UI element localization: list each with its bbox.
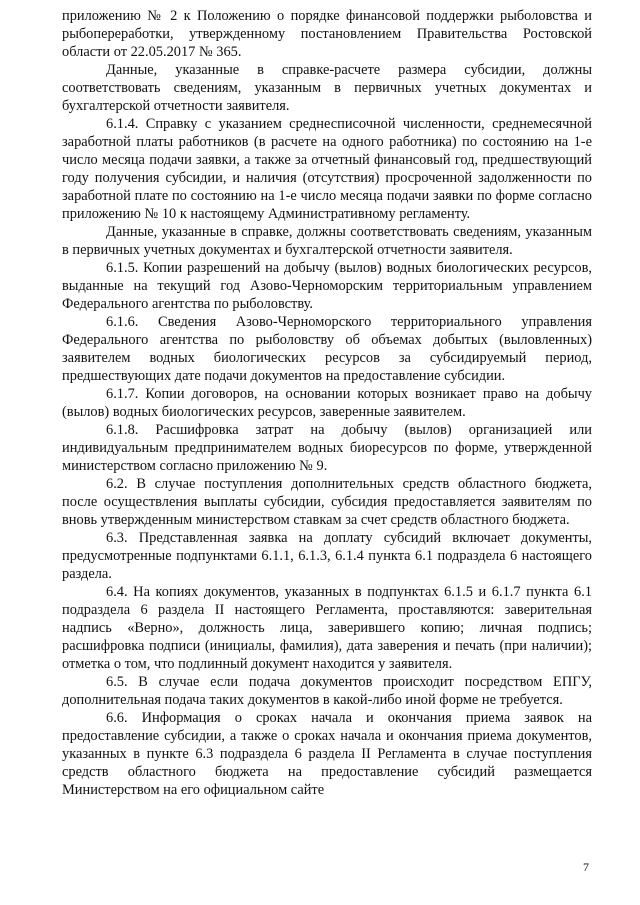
paragraph-6-6: 6.6. Информация о сроках начала и окончания приема заявок на предоставление субсидии, а также о сроках начала и окончания приема документов, указанных в пункте 6.3 подраздела 6 раздела II Регламента в случае поступления средств областного бюджета на предоставление субсидий размещается Министерством на его официальном сайте (62, 710, 592, 798)
paragraph-6-4: 6.4. На копиях документов, указанных в подпунктах 6.1.5 и 6.1.7 пункта 6.1 подраздела 6 раздела II настоящего Регламента, проставляются: заверительная надпись «Верно», должность лица, заверившего копию; личная подпись; расшифровка подписи (инициалы, фамилия), дата заверения и печать (при наличии); отметка о том, что подлинный документ находится у заявителя. (62, 584, 592, 672)
page-number: 7 (583, 860, 589, 874)
paragraph-data-requirements-calculation: Данные, указанные в справке-расчете размера субсидии, должны соответствовать сведениям, указанным в первичных учетных документах и бухгалтерской отчетности заявителя. (62, 62, 592, 114)
paragraph-data-requirements-certificate: Данные, указанные в справке, должны соответствовать сведениям, указанным в первичных учетных документах и бухгалтерской отчетности заявителя. (62, 224, 592, 258)
paragraph-6-2: 6.2. В случае поступления дополнительных средств областного бюджета, после осуществления выплаты субсидии, субсидия предоставляется заявителям по вновь утвержденным министерством ставкам за счет средств областного бюджета. (62, 476, 592, 528)
paragraph-6-1-8: 6.1.8. Расшифровка затрат на добычу (вылов) организацией или индивидуальным предпринимателем водных биоресурсов по форме, утвержденной министерством согласно приложению № 9. (62, 422, 592, 474)
paragraph-6-1-5: 6.1.5. Копии разрешений на добычу (вылов) водных биологических ресурсов, выданные на текущий год Азово-Черноморским территориальным управлением Федерального агентства по рыболовству. (62, 260, 592, 312)
paragraph-6-1-6: 6.1.6. Сведения Азово-Черноморского территориального управления Федерального агентства по рыболовству об объемах добытых (выловленных) заявителем водных биологических ресурсов за субсидируемый период, предшествующих дате подачи документов на предоставление субсидии. (62, 314, 592, 384)
paragraph-6-1-4: 6.1.4. Справку с указанием среднесписочной численности, среднемесячной заработной платы работников (в расчете на одного работника) по состоянию на 1-е число месяца подачи заявки, а также за отчетный финансовый год, предшествующий году получения субсидии, и наличия (отсутствия) просроченной задолженности по заработной плате по состоянию на 1-е число месяца подачи заявки по форме согласно приложению № 10 к настоящему Административному регламенту. (62, 116, 592, 222)
document-body (62, 7, 592, 799)
paragraph-6-5: 6.5. В случае если подача документов происходит посредством ЕПГУ, дополнительная подача таких документов в какой-либо иной форме не требуется. (62, 674, 592, 708)
paragraph-6-1-7: 6.1.7. Копии договоров, на основании которых возникает право на добычу (вылов) водных биологических ресурсов, заверенные заявителем. (62, 386, 592, 420)
paragraph-continuation: приложению № 2 к Положению о порядке финансовой поддержки рыболовства и рыбопереработки, утвержденному постановлением Правительства Ростовской области от 22.05.2017 № 365. (62, 8, 592, 60)
paragraph-6-3: 6.3. Представленная заявка на доплату субсидий включает документы, предусмотренные подпунктами 6.1.1, 6.1.3, 6.1.4 пункта 6.1 подраздела 6 настоящего раздела. (62, 530, 592, 582)
